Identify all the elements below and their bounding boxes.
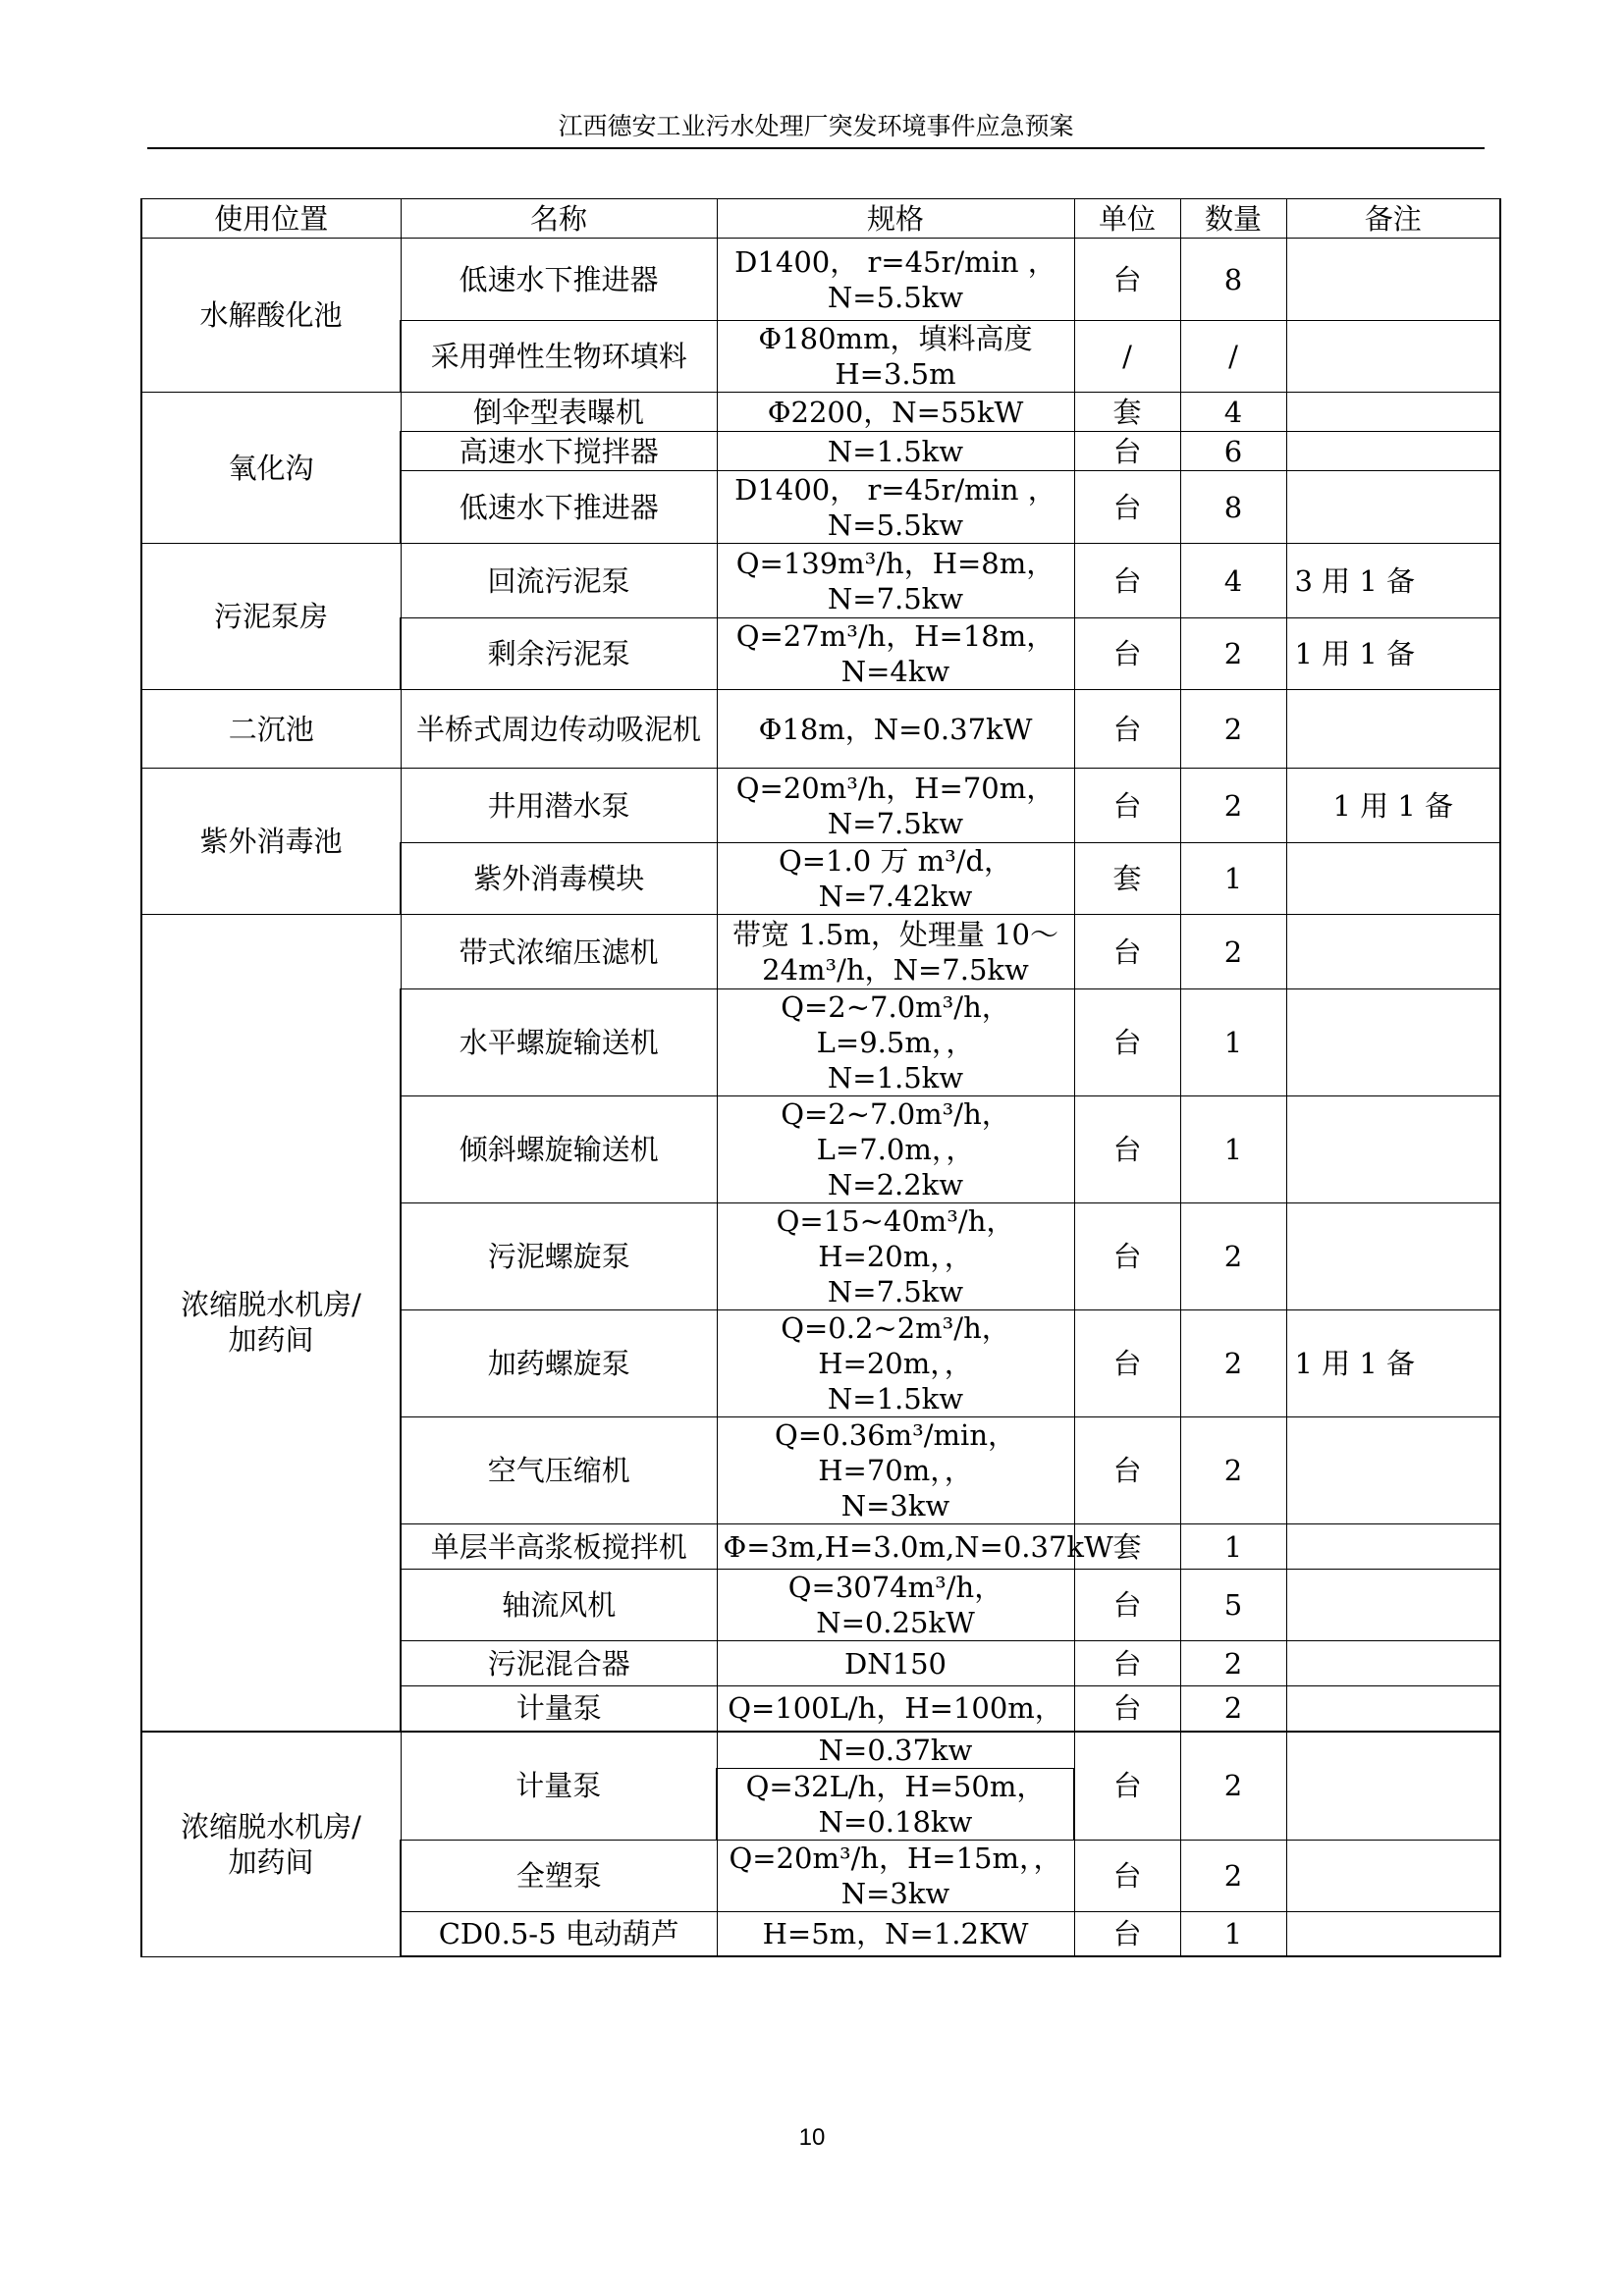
column-header: 单位: [1074, 199, 1180, 239]
note-cell: [1286, 1911, 1500, 1956]
qty-cell: 1: [1180, 1911, 1286, 1956]
spec-cell: Φ180mm，填料高度 H=3.5m: [717, 321, 1074, 393]
column-header: 备注: [1286, 199, 1500, 239]
unit-cell: 套: [1074, 843, 1180, 915]
note-cell: [1286, 393, 1500, 432]
unit-cell: 台: [1074, 1686, 1180, 1732]
unit-cell: 台: [1074, 1641, 1180, 1686]
note-cell: [1286, 1686, 1500, 1732]
name-cell: 剩余污泥泵: [401, 618, 717, 690]
spec-cell: Q=3074m³/h， N=0.25kW: [717, 1570, 1074, 1641]
header-rule: [147, 147, 1485, 149]
unit-cell: 台: [1074, 239, 1180, 321]
unit-cell: 台: [1074, 1096, 1180, 1203]
qty-cell: 2: [1180, 1840, 1286, 1911]
spec-cell: Φ2200，N=55kW: [717, 393, 1074, 432]
name-cell: 紫外消毒模块: [401, 843, 717, 915]
note-cell: 3 用 1 备: [1286, 544, 1500, 618]
name-cell: 回流污泥泵: [401, 544, 717, 618]
spec-cell: Q=15~40m³/h，H=20m，， N=7.5kw: [717, 1203, 1074, 1310]
qty-cell: 2: [1180, 618, 1286, 690]
qty-cell: 1: [1180, 1096, 1286, 1203]
name-cell: 井用潜水泵: [401, 769, 717, 843]
qty-cell: 2: [1180, 1641, 1286, 1686]
name-cell: 半桥式周边传动吸泥机: [401, 690, 717, 769]
name-cell: 污泥混合器: [401, 1641, 717, 1686]
unit-cell: 台: [1074, 471, 1180, 544]
note-cell: [1286, 321, 1500, 393]
spec-cell: DN150: [717, 1641, 1074, 1686]
name-cell: 带式浓缩压滤机: [401, 915, 717, 989]
qty-cell: 5: [1180, 1570, 1286, 1641]
note-cell: [1286, 1417, 1500, 1524]
column-header: 规格: [717, 199, 1074, 239]
note-cell: [1286, 690, 1500, 769]
table-row: [141, 690, 1500, 769]
location-cell: [141, 1732, 401, 1957]
qty-cell: 2: [1180, 1686, 1286, 1732]
table-header-row: [141, 199, 1500, 239]
name-cell: 加药螺旋泵: [401, 1310, 717, 1417]
location-cell: 水解酸化池: [141, 239, 401, 393]
location-cell: 氧化沟: [141, 393, 401, 544]
table-row: [141, 239, 1500, 321]
spec-cell: Q=20m³/h，H=15m，，N=3kw: [717, 1840, 1074, 1911]
unit-cell: 套: [1074, 1524, 1180, 1570]
note-cell: 1 用 1 备: [1286, 1310, 1500, 1417]
spec-cell: Q=0.2~2m³/h，H=20m，， N=1.5kw: [717, 1310, 1074, 1417]
note-cell: [1286, 1641, 1500, 1686]
spec-cell: N=0.37kw: [717, 1732, 1074, 1769]
spec-cell: Q=32L/h，H=50m， N=0.18kw: [717, 1768, 1074, 1840]
note-cell: [1286, 1570, 1500, 1641]
spec-cell: Q=100L/h，H=100m，: [717, 1686, 1074, 1732]
note-cell: [1286, 239, 1500, 321]
unit-cell: 台: [1074, 1570, 1180, 1641]
location-line: 浓缩脱水机房/ 加药间: [181, 1809, 361, 1879]
unit-cell: 台: [1074, 1203, 1180, 1310]
page-header-title: 江西德安工业污水处理厂突发环境事件应急预案: [558, 112, 1074, 140]
qty-cell: 8: [1180, 239, 1286, 321]
note-cell: [1286, 432, 1500, 471]
note-cell: [1286, 1524, 1500, 1570]
unit-cell: 台: [1074, 1310, 1180, 1417]
unit-cell: 台: [1074, 432, 1180, 471]
column-header: 使用位置: [141, 199, 401, 239]
qty-cell: 2: [1180, 1732, 1286, 1841]
table-row: [141, 769, 1500, 843]
note-cell: [1286, 1732, 1500, 1841]
qty-cell: 1: [1180, 843, 1286, 915]
name-cell: 采用弹性生物环填料: [401, 321, 717, 393]
location-cell: [141, 915, 401, 1732]
qty-cell: 2: [1180, 1310, 1286, 1417]
name-cell: 倾斜螺旋输送机: [401, 1096, 717, 1203]
name-cell: 计量泵: [401, 1732, 717, 1841]
qty-cell: 2: [1180, 1203, 1286, 1310]
note-cell: 1 用 1 备: [1286, 769, 1500, 843]
qty-cell: 4: [1180, 393, 1286, 432]
qty-cell: 2: [1180, 915, 1286, 989]
spec-cell: Φ=3m,H=3.0m,N=0.37kW: [717, 1524, 1074, 1570]
name-cell: 倒伞型表曝机: [401, 393, 717, 432]
name-cell: 低速水下推进器: [401, 471, 717, 544]
qty-cell: 2: [1180, 1417, 1286, 1524]
spec-cell: D1400， r=45r/min ， N=5.5kw: [717, 471, 1074, 544]
qty-cell: 2: [1180, 769, 1286, 843]
name-cell: 低速水下推进器: [401, 239, 717, 321]
name-cell: 单层半高浆板搅拌机: [401, 1524, 717, 1570]
unit-cell: 台: [1074, 989, 1180, 1096]
spec-cell: Q=20m³/h，H=70m， N=7.5kw: [717, 769, 1074, 843]
qty-cell: 6: [1180, 432, 1286, 471]
spec-cell: Q=139m³/h，H=8m， N=7.5kw: [717, 544, 1074, 618]
table-row: [141, 393, 1500, 432]
spec-cell: H=5m，N=1.2KW: [717, 1911, 1074, 1956]
table-row: [141, 915, 1500, 989]
note-cell: [1286, 989, 1500, 1096]
name-cell: 全塑泵: [401, 1840, 717, 1911]
note-cell: [1286, 915, 1500, 989]
note-cell: [1286, 1203, 1500, 1310]
name-cell: 计量泵: [401, 1686, 717, 1732]
spec-cell: N=1.5kw: [717, 432, 1074, 471]
page-number: 10: [798, 2124, 826, 2151]
name-cell: 污泥螺旋泵: [401, 1203, 717, 1310]
qty-cell: /: [1180, 321, 1286, 393]
spec-cell: Q=0.36m³/min，H=70m，， N=3kw: [717, 1417, 1074, 1524]
spec-cell: 带宽 1.5m，处理量 10～ 24m³/h，N=7.5kw: [717, 915, 1074, 989]
qty-cell: 4: [1180, 544, 1286, 618]
note-cell: 1 用 1 备: [1286, 618, 1500, 690]
name-cell: 空气压缩机: [401, 1417, 717, 1524]
column-header: 名称: [401, 199, 717, 239]
location-cell: 紫外消毒池: [141, 769, 401, 915]
qty-cell: 1: [1180, 1524, 1286, 1570]
note-cell: [1286, 471, 1500, 544]
unit-cell: 台: [1074, 1732, 1180, 1841]
spec-cell: Q=2~7.0m³/h，L=9.5m，， N=1.5kw: [717, 989, 1074, 1096]
location-line: 浓缩脱水机房/ 加药间: [181, 1288, 361, 1358]
qty-cell: 1: [1180, 989, 1286, 1096]
unit-cell: 台: [1074, 1840, 1180, 1911]
unit-cell: 台: [1074, 1417, 1180, 1524]
note-cell: [1286, 1840, 1500, 1911]
note-cell: [1286, 843, 1500, 915]
location-cell: 污泥泵房: [141, 544, 401, 690]
name-cell: 轴流风机: [401, 1570, 717, 1641]
spec-cell: Φ18m，N=0.37kW: [717, 690, 1074, 769]
name-cell: 高速水下搅拌器: [401, 432, 717, 471]
unit-cell: 台: [1074, 769, 1180, 843]
table-row: [141, 544, 1500, 618]
unit-cell: 套: [1074, 393, 1180, 432]
location-cell: 二沉池: [141, 690, 401, 769]
table-row: [141, 1732, 1500, 1769]
spec-cell: Q=1.0 万 m³/d， N=7.42kw: [717, 843, 1074, 915]
unit-cell: 台: [1074, 690, 1180, 769]
name-cell: CD0.5-5 电动葫芦: [401, 1911, 717, 1956]
unit-cell: /: [1074, 321, 1180, 393]
qty-cell: 2: [1180, 690, 1286, 769]
qty-cell: 8: [1180, 471, 1286, 544]
unit-cell: 台: [1074, 544, 1180, 618]
spec-cell: D1400， r=45r/min ， N=5.5kw: [717, 239, 1074, 321]
unit-cell: 台: [1074, 915, 1180, 989]
spec-cell: Q=27m³/h，H=18m，N=4kw: [717, 618, 1074, 690]
equipment-table: [140, 198, 1501, 1957]
unit-cell: 台: [1074, 1911, 1180, 1956]
unit-cell: 台: [1074, 618, 1180, 690]
column-header: 数量: [1180, 199, 1286, 239]
note-cell: [1286, 1096, 1500, 1203]
name-cell: 水平螺旋输送机: [401, 989, 717, 1096]
spec-cell: Q=2~7.0m³/h，L=7.0m，， N=2.2kw: [717, 1096, 1074, 1203]
